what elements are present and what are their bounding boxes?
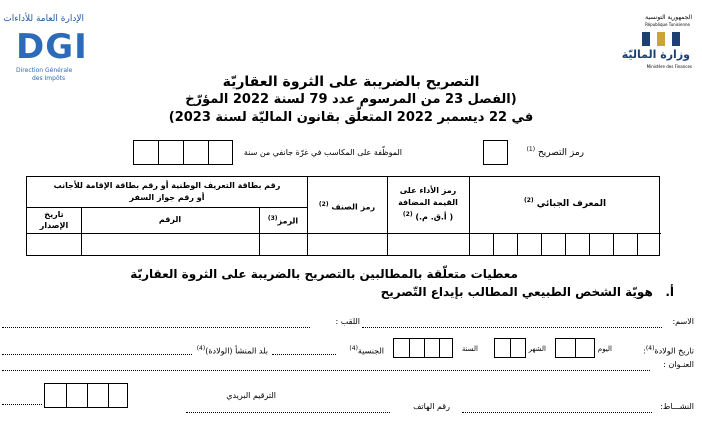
form-title-line3: في 22 ديسمبر 2022 المتعلّق بقانون الماليّة لسنة 2023) [168, 110, 534, 125]
form-title-line2: (الفصل 23 من المرسوم عدد 79 لسنة 2022 المؤرّخ [185, 92, 517, 107]
nid-number-input[interactable] [81, 233, 259, 255]
dgi-arabic-name: الإدارة العامة للأداءات [3, 14, 84, 24]
activity-label: النشـــاط: [660, 402, 694, 411]
birth-date-label: تاريخ الولادة$^{(4)}$: [643, 345, 694, 356]
surname-input[interactable] [2, 327, 310, 328]
nid-code-header: الرمز$^{(3)}$ [267, 215, 299, 226]
vat-code-input[interactable] [387, 233, 469, 255]
category-code-header: رمز الصنف $^{(2)}$ [318, 201, 376, 212]
nationality-input[interactable] [272, 354, 336, 355]
ministry-arabic: وزارة الماليّة [621, 48, 690, 61]
tax-year-boxes[interactable] [133, 140, 233, 165]
nationality-label: الجنسية$^{(4)}$ [349, 345, 384, 356]
dgi-logo [3, 14, 94, 82]
postal-code-rest-input[interactable] [2, 404, 42, 405]
dgi-french-line2: des Impôts [32, 75, 66, 82]
birth-month-boxes[interactable] [494, 338, 526, 358]
fiscal-id-header: المعرف الجبائي $^{(2)}$ [523, 197, 607, 209]
vat-code-header: رمز الأداء على القيمة المضافة ( أ.ق. م.) $^{(2)}$ [398, 186, 458, 222]
first-name-label: الاسم: [672, 317, 694, 326]
section-subtitle: أ. هويّة الشخص الطبيعي المطالب بإيداع التّصريح [380, 285, 674, 299]
declaration-code-label: رمز التصريح $^{(1)}$ [526, 146, 584, 158]
issue-date-input[interactable] [27, 233, 81, 255]
dgi-logo-text: DGI [16, 27, 88, 67]
ministry-logo [621, 14, 694, 72]
ministry-republic-arabic: الجمهورية التونسية [645, 14, 692, 21]
birth-country-label: بلد المنشأ (الولادة)$^{(4)}$ [196, 345, 268, 356]
address-input[interactable] [2, 370, 650, 371]
ministry-republic-french: République Tunisienne [645, 22, 690, 27]
ministry-emblem-icon [640, 30, 682, 48]
declaration-code-box[interactable] [483, 140, 508, 165]
dgi-french-line1: Direction Générale [16, 67, 73, 74]
national-id-header: رقم بطاقة التعريف الوطنية أو رقم بطاقة الإقامة للأجانب أو رقم جواز السفر [53, 181, 281, 202]
day-label: اليوم [597, 345, 612, 353]
ministry-french: Ministère des Finances [646, 64, 692, 69]
section-title: معطيات متعلّقة بالمطالبين بالتصريح بالضريبة على الثروة العقاريّة [130, 267, 518, 281]
nid-code-input[interactable] [259, 233, 307, 255]
category-code-input[interactable] [307, 233, 387, 255]
birth-day-boxes[interactable] [555, 338, 595, 358]
postal-code-boxes[interactable] [44, 383, 128, 408]
fiscal-id-input[interactable] [469, 233, 661, 255]
activity-input[interactable] [462, 412, 652, 413]
address-label: العنـوان : [663, 360, 694, 369]
phone-label: رقم الهاتف [413, 402, 450, 411]
surname-label: اللقب : [335, 317, 360, 326]
form-title-line1: التصريح بالضريبة على الثروة العقاريّة [222, 74, 480, 90]
nid-number-header: الرقم [158, 215, 182, 224]
month-label: الشهر [528, 345, 546, 353]
postal-code-label: الترقيم البريدي [226, 391, 276, 400]
tax-year-label: الموظّفة على المكاسب في غرّة جانفي من سنة [243, 148, 402, 157]
first-name-input[interactable] [362, 327, 662, 328]
birth-year-boxes[interactable] [393, 338, 453, 358]
issue-date-header: تاريخ الإصدار [39, 210, 69, 230]
phone-input[interactable] [186, 412, 390, 413]
identification-table [26, 176, 660, 256]
birth-country-input[interactable] [2, 354, 192, 355]
year-label: السنة [461, 345, 478, 353]
